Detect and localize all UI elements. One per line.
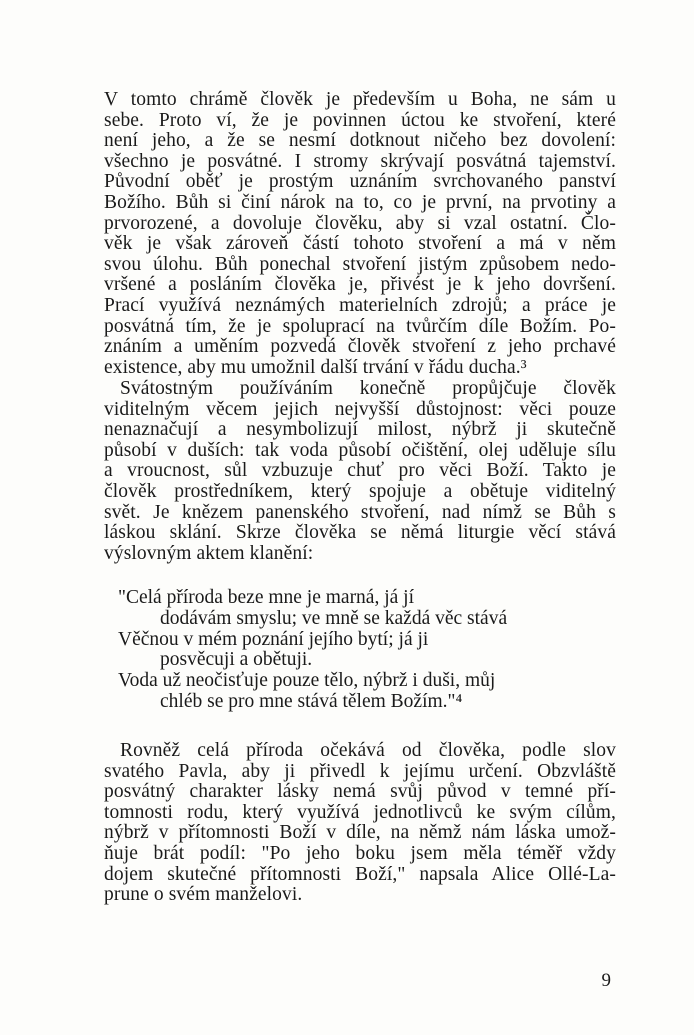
text-line: tomnosti rodu, který využívá jednotlivců ke svým cílům, (104, 801, 616, 823)
text-line: prune o svém manželovi. (104, 884, 303, 906)
text-line: Rovněž celá příroda očekává od člověka, podle slov (120, 740, 616, 761)
paragraph-3 (104, 741, 616, 906)
text-line: nýbrž v přítomnosti Boží v díle, na němž nám láska umož- (104, 822, 616, 844)
text-line: působí v duších: tak voda působí očištění, olej uděluje sílu (104, 439, 616, 461)
text-line: viditelným věcem jejich nejvyšší důstojnost: věci pouze (104, 398, 616, 420)
text-line: nenaznačují a nesymbolizují milost, nýbrž ji skutečně (104, 419, 616, 441)
paragraph-1 (104, 90, 616, 378)
text-line: znáním a uměním pozvedá člověk stvoření z jeho prchavé (104, 336, 616, 358)
block-quote (118, 588, 578, 713)
quote-line: Věčnou v mém poznání jejího bytí; já ji (118, 628, 429, 650)
text-line: věk je však zároveň částí tohoto stvoření a má v něm (104, 233, 616, 255)
page-number: 9 (601, 970, 611, 991)
text-line: výslovným aktem klanění: (104, 542, 314, 564)
quote-line: "Celá příroda beze mne je marná, já jí (118, 587, 414, 608)
text-line: V tomto chrámě člověk je především u Boha, ne sám u (104, 89, 616, 110)
quote-line: dodávám smyslu; ve mně se každá věc stává (160, 607, 508, 629)
text-line: svět. Je knězem panenského stvoření, nad nímž se Bůh s (104, 501, 616, 523)
text-line: láskou sklání. Skrze člověka se němá liturgie věcí stává (104, 522, 616, 544)
text-line: Původní oběť je prostým uznáním svrchovaného panství (104, 171, 616, 193)
paragraph-2 (104, 379, 616, 564)
text-line: Božího. Bůh si činí nárok na to, co je první, na prvotiny a (104, 191, 616, 213)
text-line: všechno je posvátné. I stromy skrývají posvátná tajemství. (104, 150, 616, 172)
text-line: není jeho, a že se nesmí dotknout ničeho bez dovolení: (104, 130, 616, 152)
text-line: posvátná tím, že je spoluprací na tvůrčím díle Božím. Po- (104, 315, 616, 337)
quote-line: posvěcuji a obětuji. (160, 649, 313, 671)
text-line: existence, aby mu umožnil další trvání v řádu ducha.³ (104, 356, 527, 378)
text-line: svatého Pavla, aby ji přivedl k jejímu určení. Obzvláště (104, 760, 616, 782)
text-line: vršené a posláním člověka je, přivést je k jeho dovršení. (104, 274, 616, 296)
text-line: sebe. Proto ví, že je povinnen úctou ke stvoření, které (104, 109, 616, 131)
text-line: člověk prostředníkem, který spojuje a obětuje viditelný (104, 480, 616, 502)
text-line: prvorozené, a dovoluje člověku, aby si vzal ostatní. Člo- (104, 212, 616, 234)
text-line: posvátný charakter lásky nemá svůj původ v temné pří- (104, 781, 616, 803)
text-line: svou úlohu. Bůh ponechal stvoření jistým způsobem nedo- (104, 253, 616, 275)
text-line: Svátostným používáním konečně propůjčuje člověk (120, 378, 616, 399)
quote-line: Voda už neočisťuje pouze tělo, nýbrž i duši, můj (118, 670, 496, 692)
quote-line: chléb se pro mne stává tělem Božím."⁴ (160, 690, 463, 712)
text-line: Prací využívá neznámých materielních zdrojů; a práce je (104, 294, 616, 316)
text-line: ňuje brát podíl: "Po jeho boku jsem měla téměř vždy (104, 842, 616, 864)
text-line: a vroucnost, sůl vzbuzuje chuť pro věci Boží. Takto je (104, 460, 616, 482)
text-line: dojem skutečné přítomnosti Boží," napsala Alice Ollé-La- (104, 863, 616, 885)
